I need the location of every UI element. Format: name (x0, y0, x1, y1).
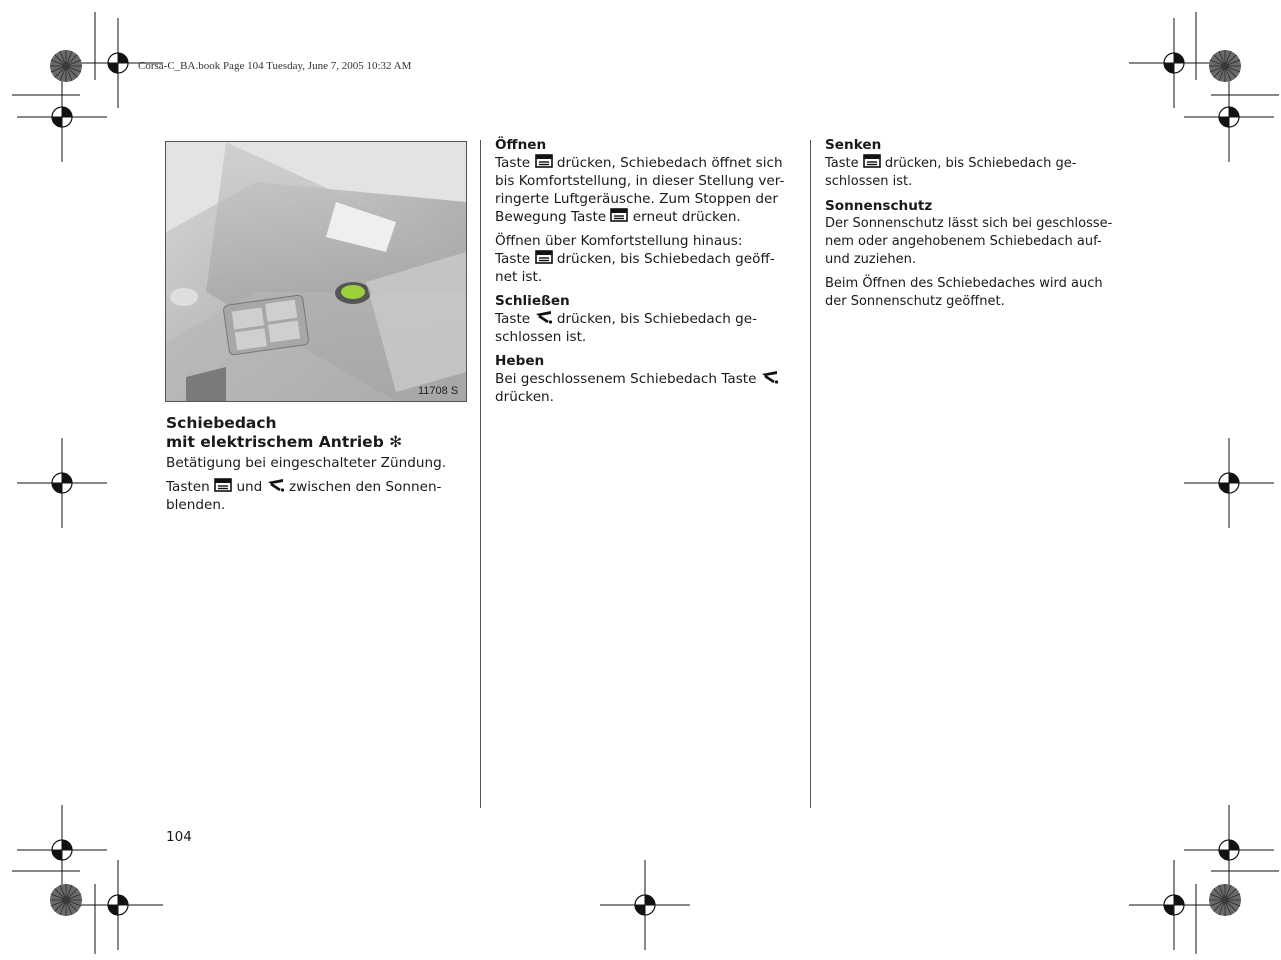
page-number: 104 (166, 829, 192, 845)
column-divider (480, 140, 481, 808)
registration-cross-icon (1184, 72, 1274, 162)
color-rosette-icon (1208, 883, 1242, 917)
heading-close: Schließen (495, 293, 570, 309)
section-title (166, 414, 466, 452)
sunroof-open-icon (535, 154, 553, 168)
sunroof-open-icon (863, 154, 881, 168)
color-rosette-icon (49, 883, 83, 917)
sunroof-open-icon (610, 208, 628, 222)
lower-text: Taste drücken, bis Schiebedach ge- schlossen ist. (825, 156, 1077, 189)
buttons-location-text: Tasten und zwischen den Sonnen- blenden. (166, 479, 442, 513)
column-left (166, 414, 466, 520)
sunroof-tilt-close-icon (535, 310, 553, 324)
column-divider (810, 140, 811, 808)
raise-text: Bei geschlossenem Schiebedach Taste drücken. (495, 370, 795, 406)
sunroof-open-icon (214, 478, 232, 492)
heading-sunshade: Sonnenschutz (825, 198, 933, 214)
title-line-1: Schiebedach (166, 414, 277, 432)
registration-cross-icon (17, 72, 107, 162)
heading-open: Öffnen (495, 137, 547, 153)
title-line-2: mit elektrischem Antrieb (166, 433, 384, 451)
open-beyond-text: Öffnen über Komfortstellung hinaus: Taste drücken, bis Schiebedach geöff- net ist. (495, 233, 775, 285)
optional-equipment-star-icon: ✻ (389, 433, 403, 451)
registration-cross-icon (1129, 860, 1219, 950)
sunroof-tilt-close-icon (267, 478, 285, 492)
registration-cross-icon (17, 438, 107, 528)
close-text: Taste drücken, bis Schiebedach ge- schlossen ist. (495, 311, 758, 345)
heading-raise: Heben (495, 353, 545, 369)
open-text: Taste drücken, Schiebedach öffnet sich bis Komfortstellung, in dieser Stellung ver- ringerte Luftgeräusche. Zum Stoppen der Bewegung Taste erneut drücken. (495, 155, 785, 225)
intro-text: Betätigung bei eingeschalteter Zündung. (166, 455, 447, 471)
sunroof-switch-illustration (166, 142, 466, 401)
color-rosette-icon (1208, 49, 1242, 83)
registration-cross-icon (73, 860, 163, 950)
sunshade-opening-text: Beim Öffnen des Schiebedaches wird auch der Sonnenschutz geöffnet. (825, 276, 1103, 309)
registration-cross-icon (600, 860, 690, 950)
column-right (825, 136, 1125, 317)
sunroof-switch-photo (165, 141, 467, 402)
color-rosette-icon (49, 49, 83, 83)
registration-cross-icon (1184, 438, 1274, 528)
figure-code: 11708 S (418, 385, 459, 397)
heading-lower: Senken (825, 137, 882, 153)
sunshade-text: Der Sonnenschutz lässt sich bei geschlosse- nem oder angehobenem Schiebedach auf- und zuziehen. (825, 216, 1113, 267)
print-header-line: Corsa-C_BA.book Page 104 Tuesday, June 7, 2005 10:32 AM (138, 60, 412, 72)
sunroof-tilt-close-icon (761, 370, 779, 384)
column-middle (495, 136, 795, 412)
sunroof-open-icon (535, 250, 553, 264)
